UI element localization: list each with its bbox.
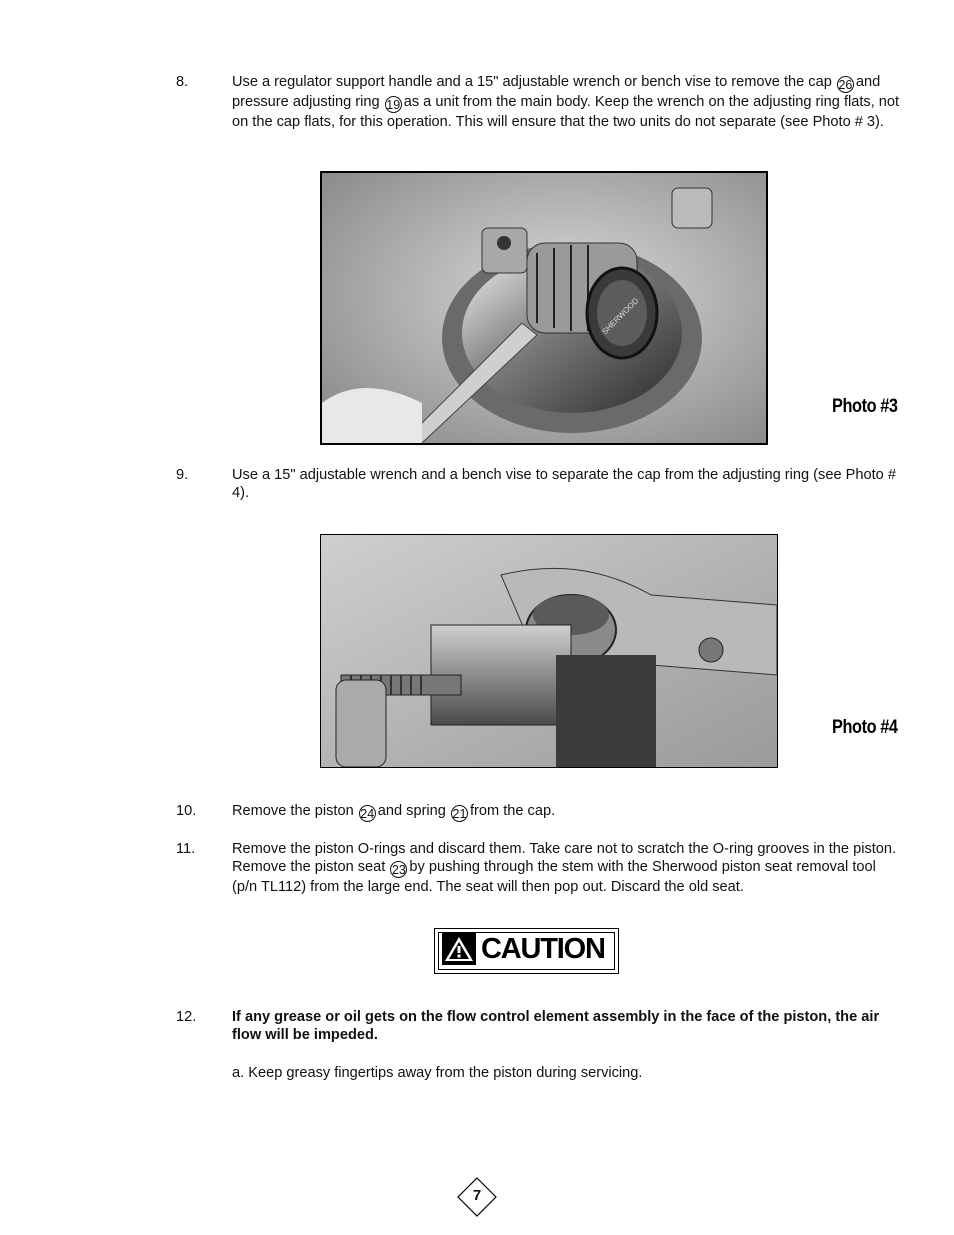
caution-label: CAUTION: [481, 933, 605, 965]
step-text: Remove the piston 24 and spring 21 from the cap.: [232, 803, 556, 821]
part-ref-19: 19: [386, 98, 401, 112]
step-number: 10.: [176, 803, 197, 819]
step-number: 12.: [176, 1009, 197, 1025]
warning-icon: [442, 933, 476, 965]
step-text: Remove the piston O-rings and discard them. Take care not to scratch the O-ring grooves in the piston. Remove the piston seat 23 by pushing through the stem with the Sherwood piston seat removal tool (p/n TL112) from the large end. The seat will then pop out. Discard the old seat.: [232, 841, 897, 895]
page-number: 7: [472, 1187, 482, 1204]
part-ref-21: 21: [452, 807, 467, 821]
photo-3: [320, 171, 768, 445]
step-number: 9.: [176, 467, 189, 483]
page-number-badge: [457, 1177, 497, 1217]
step-number: 11.: [176, 841, 196, 857]
step-text: If any grease or oil gets on the flow control element assembly in the face of the piston, the air flow will be impeded.: [232, 1009, 880, 1043]
photo-4: [320, 534, 778, 768]
photo-3-label: Photo #3: [832, 396, 898, 417]
step-text: Use a 15" adjustable wrench and a bench vise to separate the cap from the adjusting ring (see Photo # 4).: [232, 467, 896, 501]
caution-box: [434, 928, 619, 974]
sherwood-logo: SHERWOOD: [600, 296, 641, 337]
photo-4-image: [321, 535, 777, 767]
photo-3-image: [322, 173, 766, 443]
step-subitem: a. Keep greasy fingertips away from the piston during servicing.: [232, 1065, 643, 1081]
step-text: Use a regulator support handle and a 15" adjustable wrench or bench vise to remove the cap 26 and pressure adjusting ring 19 as a unit from the main body. Keep the wrench on the adjusting ring flats, not on the cap flats, for this operation. This will ensure that the two units do not separate (see Photo # 3).: [232, 74, 900, 130]
part-ref-24: 24: [360, 807, 375, 821]
part-ref-23: 23: [391, 863, 406, 877]
part-ref-26: 26: [838, 78, 853, 92]
photo-4-label: Photo #4: [832, 717, 898, 738]
step-number: 8.: [176, 74, 189, 90]
